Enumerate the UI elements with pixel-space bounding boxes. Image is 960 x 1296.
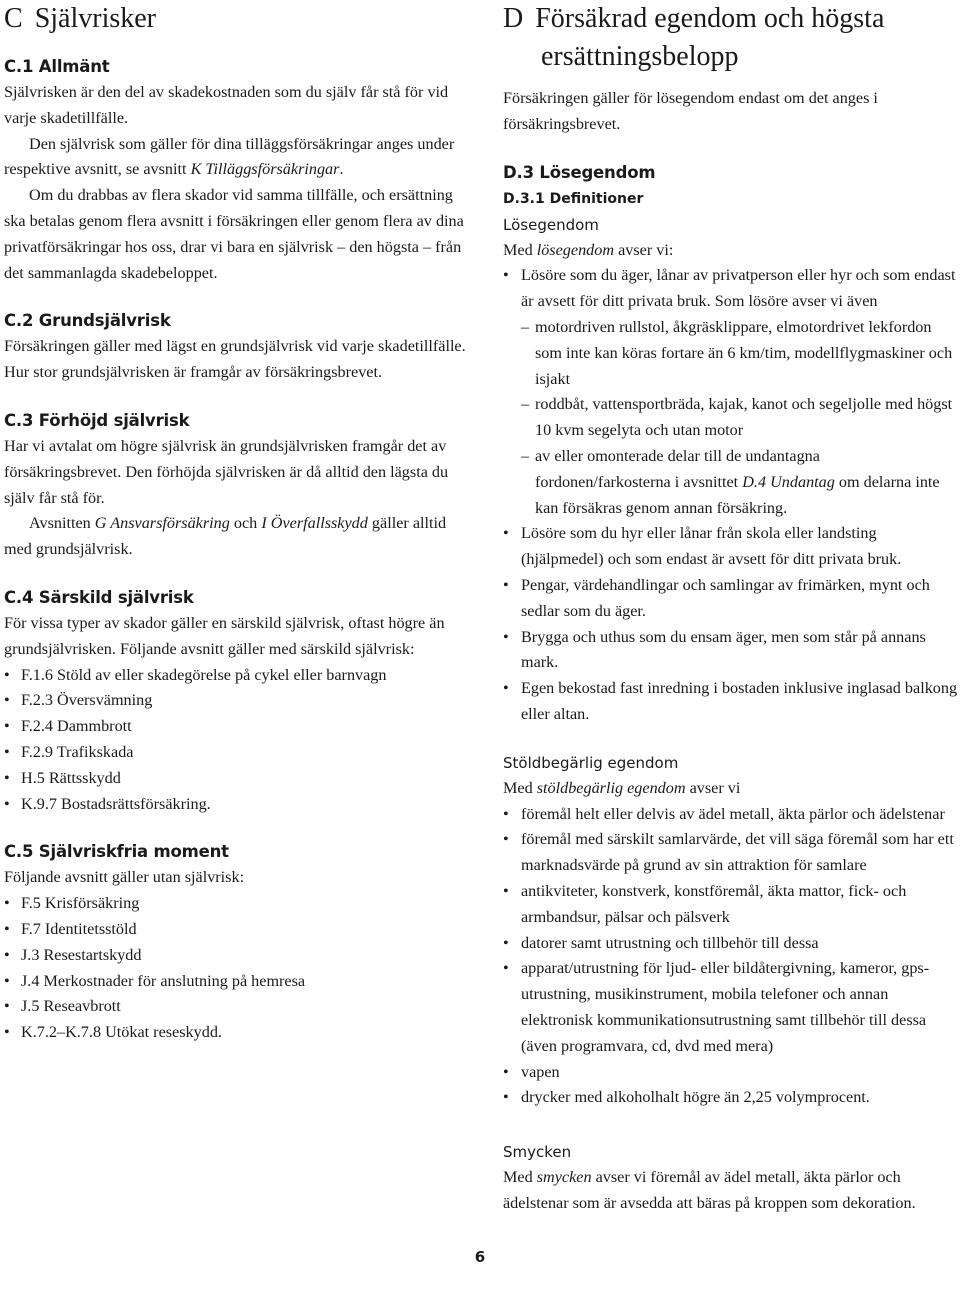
section-c4-heading: C.4 Särskild självrisk (4, 587, 194, 607)
section-c1-paragraph: Om du drabbas av flera skador vid samma tillfälle, och ersättning ska betalas genom flera avsnitt i försäkringen eller genom flera av dina privatförsäkringar hos oss, drar vi bara en självrisk – den högsta – från det sammanlagda skadebeloppet. (4, 186, 464, 282)
section-c5-heading: C.5 Självriskfria moment (4, 842, 229, 862)
sublist-item: – roddbåt, vattensportbräda, kajak, kanot och segeljolle med högst 10 kvm segelyta och utan motor (521, 392, 958, 444)
list-item: • F.5 Krisförsäkring (4, 891, 474, 917)
section-reference: I Överfallsskydd (261, 514, 368, 533)
list-item: • F.2.9 Trafikskada (4, 740, 474, 766)
section-c1-paragraph: Den självrisk som gäller för dina tilläggsförsäkringar anges under respektive avsnitt, se avsnitt K Tilläggsförsäkringar. (4, 134, 455, 179)
stold-lead: Med stöldbegärlig egendom avser vi (503, 778, 741, 797)
section-reference: K Tilläggsförsäkringar (190, 160, 340, 179)
smycken-paragraph: Med smycken avser vi föremål av ädel metall, äkta pärlor och ädelstenar som är avsedda att bäras på kroppen som dekoration. (503, 1168, 916, 1212)
section-c3-heading: C.3 Förhöjd självrisk (4, 410, 190, 430)
defined-term: lösegendom (536, 240, 615, 259)
right-column (503, 0, 958, 1217)
list-item: • datorer samt utrustning och tillbehör till dessa (503, 931, 958, 957)
section-c2-heading: C.2 Grundsjälvrisk (4, 311, 171, 331)
section-c3-paragraph: Avsnitten G Ansvarsförsäkring och I Överfallsskydd gäller alltid med grundsjälvrisk. (4, 514, 447, 559)
list-item: • Lösöre som du äger, lånar av privatperson eller hyr och som endast är avsett för ditt privata bruk. Som lösöre avser vi även – motordriven rullstol, åkgräsklippare, elmotordrivet lekfordon som inte kan köras fortare än 6 km/tim, modellflygmaskiner och isjakt – roddbåt, vattensportbräda, kajak, kanot och segeljolle med högst 10 kvm segelyta och utan motor – av eller omonterade delar till de undantagna fordonen/farkosterna i avsnittet D.4 Undantag om delarna inte kan försäkras genom annan försäkring. (503, 263, 958, 521)
chapter-title: Försäkrad egendom och högsta ersättningsbelopp (535, 3, 885, 72)
page-number: 6 (474, 1248, 486, 1266)
defined-term: stöldbegärlig egendom (536, 778, 686, 797)
chapter-c-heading (4, 0, 474, 38)
list-item: • apparat/utrustning för ljud- eller bildåtergivning, kameror, gps-utrustning, musikinstrument, mobila telefoner och annan elektronisk kommunikationsutrustning samt tillbehör till dessa (även programvara, cd, dvd med mera) (503, 956, 958, 1059)
list-item: • drycker med alkoholhalt högre än 2,25 volymprocent. (503, 1085, 958, 1111)
stold-heading: Stöldbegärlig egendom (503, 753, 679, 772)
list-item: • antikviteter, konstverk, konstföremål, äkta mattor, fick- och armbandsur, pälsar och pälsverk (503, 879, 958, 931)
losegendom-lead: Med lösegendom avser vi: (503, 240, 674, 259)
section-c1-heading: C.1 Allmänt (4, 57, 110, 76)
chapter-letter: D (503, 3, 524, 34)
losegendom-sublist (521, 315, 958, 521)
list-item: • F.7 Identitetsstöld (4, 917, 474, 943)
sublist-item: – av eller omonterade delar till de undantagna fordonen/farkosterna i avsnittet D.4 Undantag om delarna inte kan försäkras genom annan försäkring. (521, 444, 958, 521)
chapter-d-intro: Försäkringen gäller för lösegendom endast om det anges i försäkringsbrevet. (503, 89, 878, 133)
list-item: • J.3 Resestartskydd (4, 943, 474, 969)
list-item: • Egen bekostad fast inredning i bostaden inklusive inglasad balkong eller altan. (503, 676, 958, 728)
section-c5-paragraph: Följande avsnitt gäller utan självrisk: (4, 868, 245, 887)
section-c3-paragraph: Har vi avtalat om högre självrisk än grundsjälvrisken framgår det av försäkringsbrevet. Den förhöjda självrisken är då alltid den lägsta du själv får stå för. (4, 436, 449, 507)
losegendom-heading: Lösegendom (503, 215, 599, 234)
section-c4-paragraph: För vissa typer av skador gäller en särskild självrisk, oftast högre än grundsjälvrisken. Följande avsnitt gäller med särskild självrisk: (4, 613, 445, 658)
list-item: • K.7.2–K.7.8 Utökat reseskydd. (4, 1020, 474, 1046)
section-reference: D.4 Undantag (742, 472, 835, 491)
chapter-d-heading (503, 0, 958, 76)
list-item: • vapen (503, 1060, 958, 1086)
list-item: • Brygga och uthus som du ensam äger, men som står på annans mark. (503, 625, 958, 677)
list-item: • F.2.4 Dammbrott (4, 714, 474, 740)
defined-term: smycken (536, 1168, 592, 1187)
list-item: • J.5 Reseavbrott (4, 994, 474, 1020)
chapter-letter: C (4, 3, 23, 34)
section-c4-list (4, 663, 474, 818)
list-item: • Pengar, värdehandlingar och samlingar av frimärken, mynt och sedlar som du äger. (503, 573, 958, 625)
section-d3-heading: D.3 Lösegendom (503, 162, 656, 182)
list-item: • Lösöre som du hyr eller lånar från skola eller landsting (hjälpmedel) och som endast är avsett för ditt privata bruk. (503, 521, 958, 573)
section-c2-paragraph: Försäkringen gäller med lägst en grundsjälvrisk vid varje skadetillfälle. Hur stor grundsjälvrisken är framgår av försäkringsbrevet. (4, 337, 466, 382)
section-d31-heading: D.3.1 Definitioner (503, 190, 644, 207)
section-reference: G Ansvarsförsäkring (94, 514, 230, 533)
list-item: • J.4 Merkostnader för anslutning på hemresa (4, 969, 474, 995)
list-item: • K.9.7 Bostadsrättsförsäkring. (4, 792, 474, 818)
list-item: • föremål helt eller delvis av ädel metall, äkta pärlor och ädelstenar (503, 802, 958, 828)
sublist-item: – motordriven rullstol, åkgräsklippare, elmotordrivet lekfordon som inte kan köras fortare än 6 km/tim, modellflygmaskiner och isjakt (521, 315, 958, 392)
section-c5-list (4, 891, 474, 1046)
list-item: • föremål med särskilt samlarvärde, det vill säga föremål som har ett marknadsvärde på grund av sin attraktion för samlare (503, 827, 958, 879)
list-item: • F.1.6 Stöld av eller skadegörelse på cykel eller barnvagn (4, 663, 474, 689)
section-c1-paragraph: Självrisken är den del av skadekostnaden som du själv får stå för vid varje skadetillfälle. (4, 83, 449, 127)
list-item: • H.5 Rättsskydd (4, 766, 474, 792)
stold-list (503, 802, 958, 1112)
chapter-title: Självrisker (34, 3, 156, 34)
losegendom-list (503, 263, 958, 727)
left-column (4, 0, 474, 1046)
smycken-heading: Smycken (503, 1143, 572, 1162)
list-item: • F.2.3 Översvämning (4, 688, 474, 714)
